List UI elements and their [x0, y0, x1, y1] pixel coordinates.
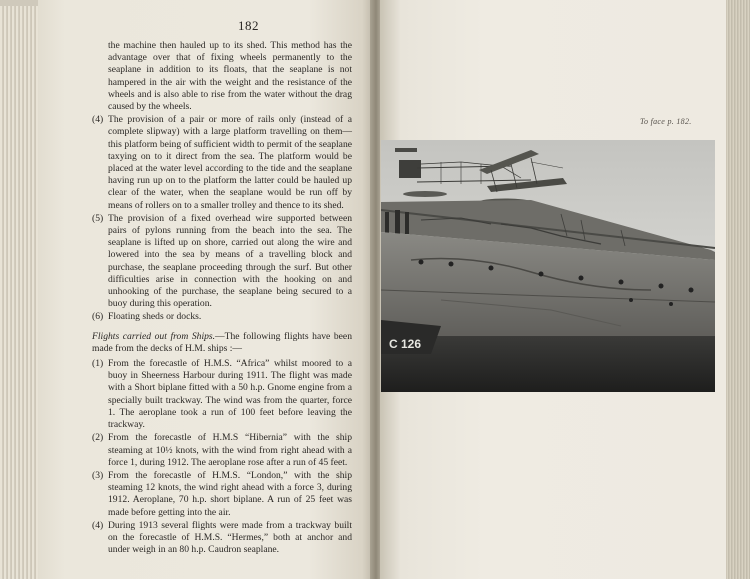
warship-seaplane-photo	[381, 140, 715, 392]
flight-item-number: (3)	[92, 469, 104, 481]
list-item-number: (5)	[92, 212, 104, 224]
page-edges-right	[726, 0, 750, 579]
section-paragraph	[92, 331, 352, 355]
flight-item-number: (2)	[92, 432, 104, 444]
flight-item	[92, 470, 352, 519]
list-item-text: Floating sheds or docks.	[108, 311, 202, 323]
boat-number: C 126	[389, 337, 422, 351]
flight-item-text: From the forecastle of H.M.S. “London,” with the ship steaming 12 knots, the wind right ahead with a force 3, during 1912. Aeroplane, 70 h.p. short biplane. A run of 25 feet was made before getting into the air.	[108, 469, 352, 518]
flight-item-text: From the forecastle of H.M.S. “Africa” whilst moored to a buoy in Sheerness Harbour during 1911. The flight was made with a Short biplane fitted with a 50 h.p. Gnome engine from a specially built trackway. The wind was from the quarter, force 1. The aeroplane took a run of 100 feet before leaving the trackway.	[108, 358, 352, 431]
list-item-number: (4)	[92, 114, 104, 126]
intro-line: without the drag caused by the wheels.	[108, 88, 352, 113]
list-item	[92, 114, 352, 212]
section-title: Flights carried out from Ships.	[92, 330, 216, 342]
flight-item	[92, 358, 352, 431]
flight-item-number: (1)	[92, 358, 104, 370]
flight-item-number: (4)	[92, 519, 104, 531]
plate-caption: To face p. 182.	[640, 117, 692, 126]
flight-item-text: During 1913 several flights were made from a trackway built on the forecastle of H.M.S. “Hermes,” both at anchor and under weigh in an 80 h.p. Caudron seaplane.	[108, 519, 352, 556]
intro-line: the machine then hauled up to its shed. This	[108, 40, 288, 51]
photo-illustration	[381, 140, 715, 392]
list-item-number: (6)	[92, 311, 104, 323]
intro-line: air with the weight and the resistance of the	[175, 76, 352, 88]
flight-item	[92, 432, 352, 469]
intro-paragraph	[108, 40, 352, 113]
flight-item-text: From the forecastle of H.M.S “Hibernia” with the ship steaming at 10½ knots, with the wind from right ahead with a force 1, during 1912. The aeroplane rose after a run of 45 feet.	[108, 432, 352, 468]
list-item	[92, 213, 352, 311]
intro-line: wheels and is also able to rise from the water	[108, 88, 286, 100]
intro-line: method has the advantage over that of fixing	[108, 40, 352, 64]
list-item-text: The provision of a fixed overhead wire supported between pairs of pylons running from the beach into the sea. The seaplane is lifted up on shore, carried out along the wire and lowered into the sea by means of a travelling block and purchase, the seaplane proceeding through the surf. But other difficulties arise in connection with the hooking on and unhooking of the purchase, the seaplane being secured to a buoy during this operation.	[108, 212, 352, 310]
intro-line: its floats, that the seaplane is not hampered in the	[108, 64, 352, 88]
small-boat	[381, 320, 441, 354]
section-intro: —The following flights have been made from the decks of H.M. ships :—	[92, 330, 352, 354]
left-page-text	[92, 40, 352, 557]
intro-line: wheels permanently to the seaplane in addition to	[108, 52, 352, 76]
page-number: 182	[238, 18, 259, 33]
flight-item	[92, 520, 352, 557]
list-item-text: The provision of a pair or more of rails only (instead of a complete slipway) with a large platform travelling on them—this platform being of sufficient width to permit of the seaplane taxying on to it direct from the sea. The platform would be placed at the water level according to the tide and the seaplane having run up on to the platform the latter could be hauled up clear of the water, when the seaplane would be run off by means of rollers on to a smaller trolley and thence to its shed.	[108, 114, 352, 211]
list-item	[92, 311, 352, 323]
